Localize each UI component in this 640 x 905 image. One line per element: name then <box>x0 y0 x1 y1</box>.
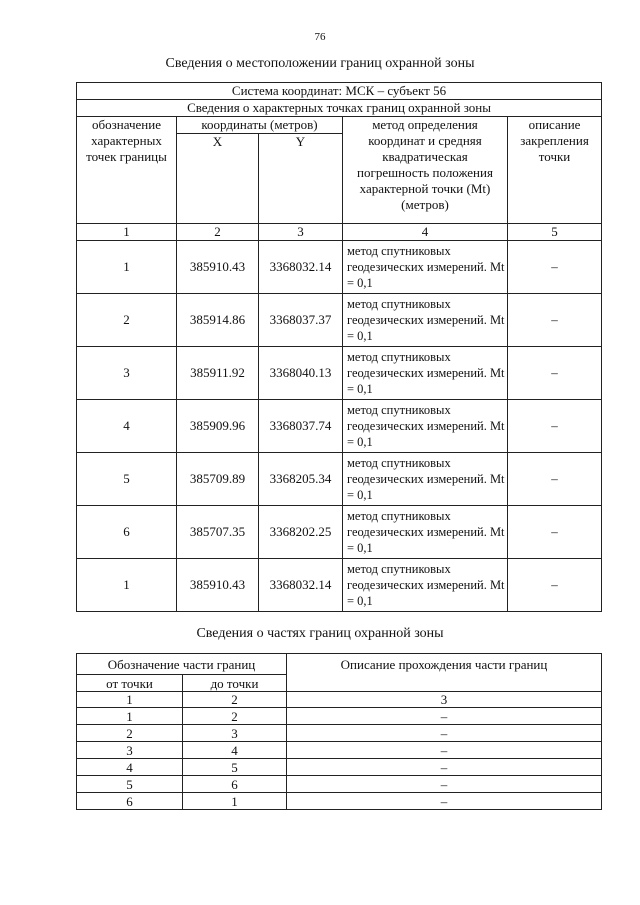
desc-cell: – <box>508 400 602 453</box>
point-cell: 1 <box>77 241 177 294</box>
coords-header: координаты (метров) <box>177 117 343 134</box>
to-cell: 1 <box>183 793 287 810</box>
method-cell: метод спутниковых геодезических измерений. Mt = 0,1 <box>343 506 508 559</box>
method-cell: метод спутниковых геодезических измерений. Mt = 0,1 <box>343 241 508 294</box>
table-row <box>77 453 602 506</box>
method-cell: метод спутниковых геодезических измерений. Mt = 0,1 <box>343 559 508 612</box>
x-cell: 385707.35 <box>177 506 259 559</box>
y-cell: 3368205.34 <box>259 453 343 506</box>
desc-cell: – <box>287 776 602 793</box>
point-cell: 6 <box>77 506 177 559</box>
parts-table <box>76 653 602 810</box>
points-table <box>76 82 602 612</box>
method-cell: метод спутниковых геодезических измерений. Mt = 0,1 <box>343 347 508 400</box>
x-cell: 385909.96 <box>177 400 259 453</box>
from-cell: 3 <box>77 742 183 759</box>
to-header: до точки <box>183 675 287 692</box>
col-number-cell: 1 <box>77 224 177 241</box>
page-number: 76 <box>314 31 326 43</box>
method-cell: метод спутниковых геодезических измерений. Mt = 0,1 <box>343 453 508 506</box>
to-cell: 6 <box>183 776 287 793</box>
point-cell: 5 <box>77 453 177 506</box>
table-subtitle-cell: Сведения о характерных точках границ охранной зоны <box>77 100 602 117</box>
desc-cell: – <box>508 559 602 612</box>
desc-cell: – <box>287 708 602 725</box>
col-number-cell: 2 <box>183 692 287 708</box>
table-row <box>77 776 602 793</box>
table-row <box>77 400 602 453</box>
y-cell: 3368037.37 <box>259 294 343 347</box>
to-cell: 4 <box>183 742 287 759</box>
desc-cell: – <box>287 793 602 810</box>
col-point-header: обозначение характерных точек границы <box>77 117 177 224</box>
desc-cell: – <box>508 347 602 400</box>
from-cell: 4 <box>77 759 183 776</box>
desc-cell: – <box>508 453 602 506</box>
y-header: Y <box>259 134 343 224</box>
desc-cell: – <box>508 294 602 347</box>
y-cell: 3368040.13 <box>259 347 343 400</box>
col-number-cell: 1 <box>77 692 183 708</box>
y-cell: 3368032.14 <box>259 559 343 612</box>
table-row <box>77 742 602 759</box>
point-cell: 1 <box>77 559 177 612</box>
x-cell: 385911.92 <box>177 347 259 400</box>
from-cell: 1 <box>77 708 183 725</box>
point-cell: 2 <box>77 294 177 347</box>
from-cell: 6 <box>77 793 183 810</box>
table-row <box>77 793 602 810</box>
x-header: X <box>177 134 259 224</box>
y-cell: 3368037.74 <box>259 400 343 453</box>
table-row <box>77 347 602 400</box>
coord-system-cell: Система координат: МСК – субъект 56 <box>77 83 602 100</box>
x-cell: 385910.43 <box>177 241 259 294</box>
table-row <box>77 725 602 742</box>
x-cell: 385910.43 <box>177 559 259 612</box>
to-cell: 5 <box>183 759 287 776</box>
to-cell: 2 <box>183 708 287 725</box>
table-row <box>77 241 602 294</box>
col-number-cell: 5 <box>508 224 602 241</box>
desc-cell: – <box>287 759 602 776</box>
desc-header: Описание прохождения части границ <box>287 654 602 692</box>
method-cell: метод спутниковых геодезических измерений. Mt = 0,1 <box>343 294 508 347</box>
from-cell: 2 <box>77 725 183 742</box>
table-row <box>77 559 602 612</box>
desc-cell: – <box>287 725 602 742</box>
col-number-cell: 2 <box>177 224 259 241</box>
col-number-cell: 3 <box>287 692 602 708</box>
desc-cell: – <box>508 241 602 294</box>
desc-cell: – <box>287 742 602 759</box>
y-cell: 3368202.25 <box>259 506 343 559</box>
part-header: Обозначение части границ <box>77 654 287 675</box>
x-cell: 385914.86 <box>177 294 259 347</box>
point-cell: 3 <box>77 347 177 400</box>
table-row <box>77 294 602 347</box>
col-method-header: метод определения координат и средняя квадратическая погрешность положения характерной точки (Mt) (метров) <box>343 117 508 224</box>
point-cell: 4 <box>77 400 177 453</box>
table-row <box>77 506 602 559</box>
section-title-parts: Сведения о частях границ охранной зоны <box>196 626 444 641</box>
desc-cell: – <box>508 506 602 559</box>
table-row <box>77 759 602 776</box>
col-number-cell: 4 <box>343 224 508 241</box>
method-cell: метод спутниковых геодезических измерений. Mt = 0,1 <box>343 400 508 453</box>
section-title-locations: Сведения о местоположении границ охранной зоны <box>165 56 475 71</box>
from-header: от точки <box>77 675 183 692</box>
col-number-cell: 3 <box>259 224 343 241</box>
y-cell: 3368032.14 <box>259 241 343 294</box>
to-cell: 3 <box>183 725 287 742</box>
table-row <box>77 708 602 725</box>
from-cell: 5 <box>77 776 183 793</box>
x-cell: 385709.89 <box>177 453 259 506</box>
col-desc-header: описание закрепления точки <box>508 117 602 224</box>
